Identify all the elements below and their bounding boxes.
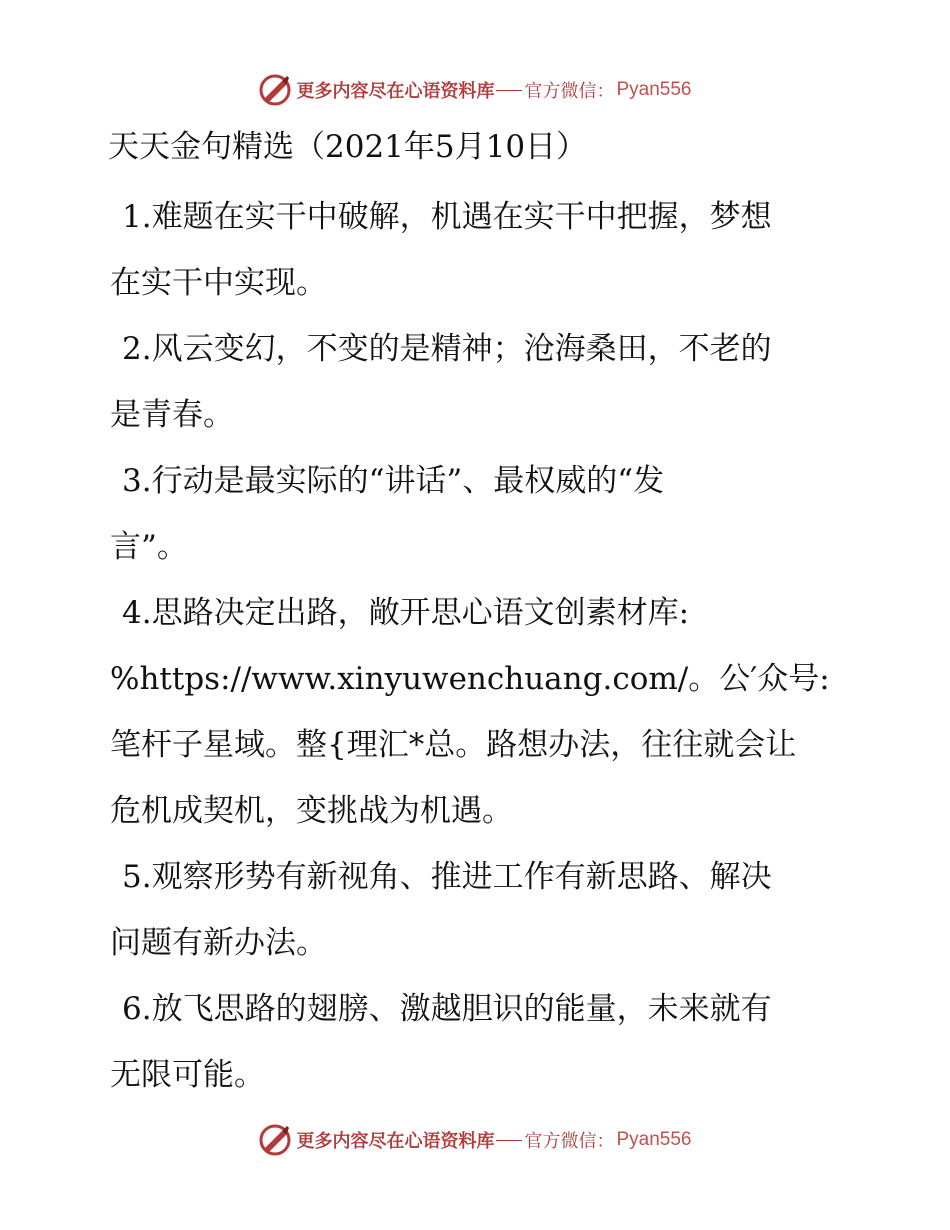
footer-banner (0, 1120, 950, 1160)
list-item-line: 5.观察形势有新视角、推进工作有新思路、解决 (122, 859, 772, 895)
document-body (98, 124, 858, 1108)
banner-text: 更多内容尽在心语资料库 (296, 81, 495, 102)
document-title: 天天金句精选（2021年5月10日） (108, 129, 588, 165)
list-item (98, 448, 858, 580)
banner-dash (496, 1140, 522, 1141)
list-item-line: 3.行动是最实际的“讲话”、最权威的“发 (122, 463, 665, 499)
banner-wechat-id: Pyan556 (616, 1129, 692, 1150)
list-item-line: 笔杆子星域。整{理汇*总。路想办法，往往就会让 (110, 727, 797, 763)
list-item-line: 无限可能。 (110, 1057, 265, 1093)
list-item (98, 184, 858, 316)
list-item-line: 4.思路决定出路，敞开思心语文创素材库: (122, 595, 690, 631)
list-item-line: 言”。 (110, 529, 188, 565)
banner-wechat-id: Pyan556 (616, 79, 692, 100)
pen-logo-icon (258, 73, 292, 107)
list-item-line: 在实干中实现。 (110, 265, 327, 301)
pen-logo-icon (258, 1123, 292, 1157)
list-item-line: 6.放飞思路的翅膀、激越胆识的能量，未来就有 (122, 991, 772, 1027)
list-item-line: 问题有新办法。 (110, 925, 327, 961)
banner-official-label: 官方微信： (524, 81, 615, 102)
list-item (98, 316, 858, 448)
banner-official-label: 官方微信： (524, 1131, 615, 1152)
list-item-line: 危机成契机，变挑战为机遇。 (110, 793, 513, 829)
list-item-line: %https://www.xinyuwenchuang.com/。公′众号: (110, 661, 830, 697)
list-item-line: 2.风云变幻，不变的是精神；沧海桑田，不老的 (122, 331, 772, 367)
list-item (98, 580, 858, 844)
list-item (98, 844, 858, 976)
banner-dash (496, 90, 522, 91)
banner-text: 更多内容尽在心语资料库 (296, 1131, 495, 1152)
header-banner (0, 70, 950, 110)
list-item-line: 1.难题在实干中破解，机遇在实干中把握，梦想 (122, 199, 772, 235)
list-item (98, 976, 858, 1108)
list-item-line: 是青春。 (110, 397, 234, 433)
